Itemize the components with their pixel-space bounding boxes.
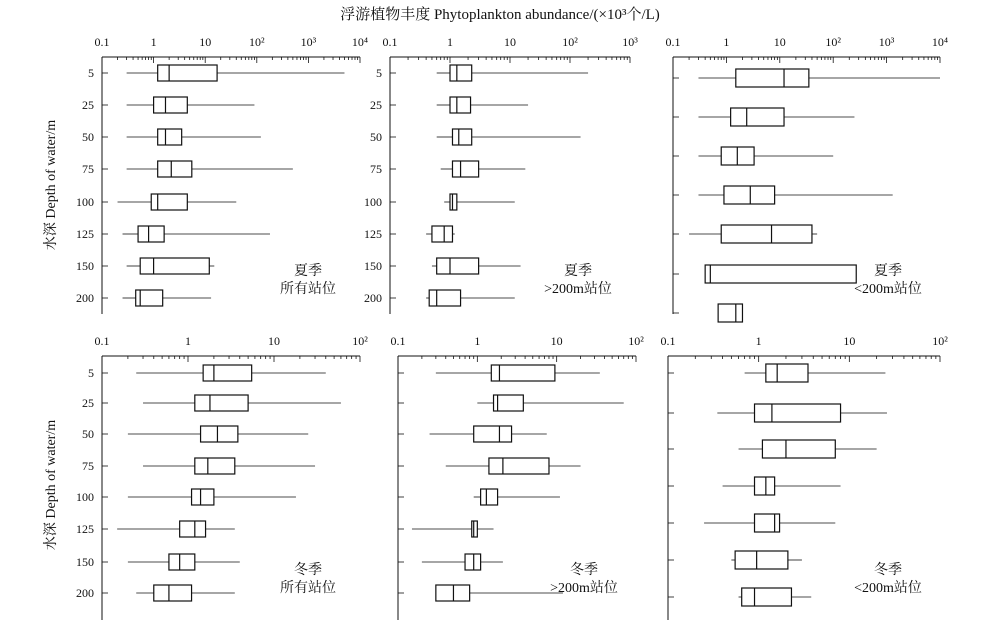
panel-6 [661, 334, 949, 620]
station-group-label: >200m站位 [544, 282, 612, 297]
season-label: 冬季 [570, 563, 598, 578]
x-tick-label: 1 [447, 35, 453, 49]
depth-label: 125 [76, 522, 94, 536]
box [450, 97, 471, 113]
panel-5 [391, 334, 645, 620]
depth-label: 200 [76, 586, 94, 600]
x-tick-label: 1 [723, 35, 730, 49]
box [192, 489, 214, 505]
x-tick-label: 10 [773, 35, 786, 49]
box [436, 585, 470, 601]
depth-label: 5 [88, 66, 94, 80]
box [138, 226, 164, 242]
y-axis-title: 水深 Depth of water/m [44, 419, 59, 551]
depth-label: 150 [76, 555, 94, 569]
x-tick-label: 10² [248, 35, 265, 49]
depth-label: 200 [76, 291, 94, 305]
x-tick-label: 1 [474, 334, 481, 348]
depth-label: 25 [82, 98, 94, 112]
x-tick-label: 10² [825, 35, 842, 49]
panel-1 [76, 35, 368, 314]
box [450, 65, 472, 81]
box [432, 226, 453, 242]
x-tick-label: 0.1 [382, 35, 398, 49]
station-group-label: 所有站位 [280, 581, 336, 596]
box [140, 258, 209, 274]
x-tick-label: 10³ [878, 35, 895, 49]
season-label: 冬季 [874, 563, 902, 578]
box [755, 477, 775, 495]
box [203, 365, 252, 381]
depth-label: 75 [370, 162, 382, 176]
figure-title: 浮游植物丰度 Phytoplankton abundance/(×10³个/L) [340, 7, 660, 23]
depth-label: 100 [364, 195, 382, 209]
season-label: 夏季 [564, 264, 592, 279]
depth-label: 100 [76, 490, 94, 504]
box [158, 65, 217, 81]
box [158, 161, 192, 177]
depth-label: 50 [370, 130, 382, 144]
x-tick-label: 1 [755, 334, 762, 348]
box [705, 265, 856, 283]
x-tick-label: 0.1 [665, 35, 681, 49]
box [151, 194, 187, 210]
depth-label: 5 [88, 366, 94, 380]
box [158, 129, 182, 145]
box [491, 365, 555, 381]
box [154, 585, 192, 601]
panel-4 [76, 334, 368, 620]
depth-label: 25 [370, 98, 382, 112]
box [450, 194, 457, 210]
x-tick-label: 10³ [300, 35, 317, 49]
depth-label: 50 [82, 427, 94, 441]
depth-label: 150 [364, 259, 382, 273]
station-group-label: <200m站位 [854, 581, 922, 596]
x-tick-label: 10 [843, 334, 856, 348]
depth-label: 125 [76, 227, 94, 241]
x-tick-label: 10² [628, 334, 644, 348]
season-label: 冬季 [294, 563, 322, 578]
box [452, 129, 471, 145]
box [718, 304, 742, 322]
box [736, 69, 809, 87]
x-tick-label: 10² [352, 334, 368, 348]
box [762, 440, 835, 458]
box [154, 97, 188, 113]
box [735, 551, 788, 569]
box [766, 364, 808, 382]
box [136, 290, 163, 306]
season-label: 夏季 [874, 264, 902, 279]
box [452, 161, 478, 177]
box [494, 395, 524, 411]
box [195, 458, 235, 474]
x-tick-label: 10⁴ [931, 35, 949, 49]
panel-3 [666, 35, 949, 322]
x-tick-label: 10 [268, 334, 280, 348]
depth-label: 50 [82, 130, 94, 144]
box [742, 588, 792, 606]
station-group-label: >200m站位 [550, 581, 618, 596]
station-group-label: 所有站位 [280, 282, 336, 297]
x-tick-label: 10³ [622, 35, 638, 49]
y-axis-title: 水深 Depth of water/m [44, 119, 59, 251]
box [429, 290, 460, 306]
x-tick-label: 1 [150, 35, 157, 49]
x-tick-label: 10 [199, 35, 212, 49]
x-tick-label: 10 [504, 35, 516, 49]
depth-label: 125 [364, 227, 382, 241]
x-tick-label: 0.1 [390, 334, 406, 348]
x-tick-label: 0.1 [660, 334, 676, 348]
x-tick-label: 0.1 [94, 334, 110, 348]
box [481, 489, 498, 505]
depth-label: 75 [82, 459, 94, 473]
box [755, 404, 841, 422]
x-tick-label: 10² [562, 35, 578, 49]
x-tick-label: 10² [932, 334, 948, 348]
depth-label: 5 [376, 66, 382, 80]
box [489, 458, 549, 474]
depth-label: 75 [82, 162, 94, 176]
box [731, 108, 784, 126]
box [755, 514, 780, 532]
panel-2 [364, 35, 638, 314]
x-tick-label: 0.1 [94, 35, 110, 49]
box [169, 554, 195, 570]
box [472, 521, 478, 537]
x-tick-label: 10 [550, 334, 563, 348]
box [201, 426, 238, 442]
x-tick-label: 1 [185, 334, 191, 348]
box [437, 258, 479, 274]
box [721, 147, 754, 165]
depth-label: 100 [76, 195, 94, 209]
box [465, 554, 481, 570]
depth-label: 150 [76, 259, 94, 273]
depth-label: 200 [364, 291, 382, 305]
box [474, 426, 512, 442]
season-label: 夏季 [294, 264, 322, 279]
box [721, 225, 812, 243]
depth-label: 25 [82, 396, 94, 410]
station-group-label: <200m站位 [854, 282, 922, 297]
box [180, 521, 206, 537]
x-tick-label: 10⁴ [351, 35, 369, 49]
box [195, 395, 248, 411]
box [724, 186, 775, 204]
